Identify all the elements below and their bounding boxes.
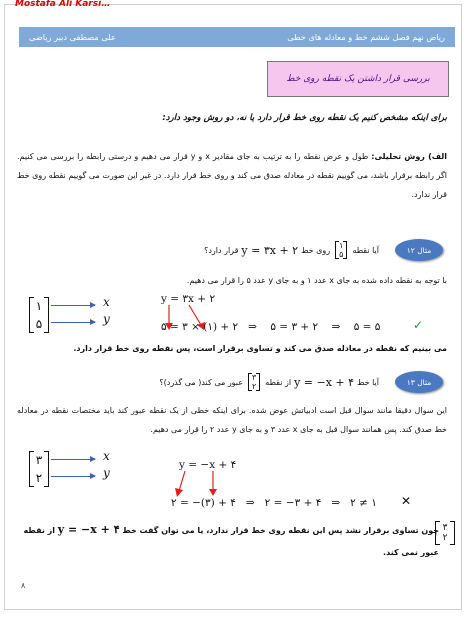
example-13-question	[159, 373, 379, 391]
conclusion-mid: از نقطه	[23, 526, 55, 535]
example-12-q-mid: روی خط	[301, 245, 331, 255]
point-x: ۱	[339, 241, 344, 250]
section-title-box	[267, 61, 449, 97]
example-12-point	[335, 241, 347, 259]
example-13-q-mid: از نقطه	[265, 377, 292, 387]
arrow-to-x	[51, 305, 95, 306]
section-title: بررسی قرار داشتن یک نقطه روی خط	[286, 74, 430, 84]
example-13-badge: مثال ۱۳	[395, 371, 443, 393]
method-a-text: طول و عرض نقطه را به ترتیب به جای مقادیر x و y قرار می دهیم و درستی رابطه را بررسی می کنیم. اگر رابطه برقرار باشد، می گوییم نقطه در معادله صدق می کند و روی خط قرار دارد. در غیر این صورت می گوییم نقطه روی خط قرار ندارد.	[17, 152, 447, 199]
matrix-bottom: ۲	[35, 471, 43, 485]
example-12-conclusion: می بینیم که نقطه در معادله صدق می کند و تساوی برقرار است، پس نقطه روی خط قرار دارد.	[73, 344, 447, 353]
page-header	[19, 27, 455, 47]
example-13-equation: y = −x + ۴	[294, 375, 355, 389]
red-arrowhead-y	[175, 488, 183, 497]
example-12-equation: y = ۳x + ۲	[241, 243, 299, 257]
example-12-q-post: قرار دارد؟	[204, 245, 239, 255]
example-13-point	[248, 373, 260, 391]
arrow-to-x	[51, 459, 95, 460]
matrix-bottom: ۲	[442, 533, 448, 543]
matrix-top: ۳	[35, 453, 43, 467]
arrow-to-y	[51, 322, 95, 323]
point-x: ۳	[252, 373, 257, 382]
header-author: علی مصطفی دبیر ریاضی	[29, 32, 116, 42]
example-13-q-post: عبور می کند( می گذرد)؟	[159, 377, 243, 387]
point-y: ۵	[339, 250, 344, 259]
example-13-matrix	[29, 451, 49, 487]
var-y: y	[103, 312, 110, 326]
var-x: x	[103, 449, 110, 463]
example-13-explanation: این سوال دقیقا مانند سوال قبل است ادبیاتش عوض شده. برای اینکه خطی از یک نقطه عبور کند باید مختصات نقطه در معادله خط صدق کند. پس همانند سوال قبل به جای x عدد ۳ و به جای y عدد ۲ را قرار می دهیم.	[17, 406, 447, 434]
method-a-label: الف) روش تحلیلی:	[371, 152, 448, 161]
method-a-paragraph	[17, 147, 447, 204]
page-number: ۸	[21, 581, 26, 590]
example-12-instruction: با توجه به نقطه داده شده به جای x عدد ۱ و به جای y عدد ۵ را قرار می دهیم.	[186, 276, 447, 285]
document-page	[4, 0, 462, 610]
example-12-badge: مثال ۱۲	[395, 239, 443, 261]
matrix-top: ۳	[442, 523, 448, 533]
red-arrow-y	[179, 471, 185, 491]
example-12-matrix	[29, 297, 49, 333]
point-y: ۲	[252, 382, 257, 391]
example-12-q-pre: آیا نقطه	[352, 245, 379, 255]
example-12-work-substitution: ۵ = ۳ × (۱) + ۲ ⇒ ۵ = ۳ + ۲ ⇒ ۵ = ۵	[161, 321, 381, 333]
conclusion-point	[435, 521, 455, 545]
matrix-bottom: ۵	[35, 317, 43, 331]
top-label: Mostafa Ali Karsi…	[15, 0, 111, 9]
conclusion-equation: y = −x + ۴	[57, 523, 120, 536]
check-icon: ✓	[413, 318, 424, 332]
var-y: y	[103, 466, 110, 480]
conclusion-pre: چون تساوی برقرار نشد پس این نقطه روی خط قرار ندارد، یا می توان گفت خط	[122, 526, 439, 535]
example-13-work-equation: y = −x + ۴	[179, 459, 237, 471]
substitution-arrows	[173, 469, 253, 499]
arrow-to-y	[51, 476, 95, 477]
intro-text: برای اینکه مشخص کنیم یک نقطه روی خط قرار دارد یا نه، دو روش وجود دارد:	[162, 113, 447, 123]
example-13-q-pre: آیا خط	[357, 377, 379, 387]
red-arrowhead-x	[209, 489, 217, 496]
var-x: x	[103, 295, 110, 309]
example-12-question	[204, 241, 379, 259]
example-12-work-equation: y = ۳x + ۲	[161, 293, 216, 305]
conclusion-post: عبور نمی کند.	[383, 548, 439, 557]
header-title: ریاض نهم فصل ششم خط و معادله های خطی	[287, 32, 445, 42]
matrix-top: ۱	[35, 299, 43, 313]
cross-icon: ✕	[401, 494, 412, 508]
example-13-work-substitution: ۲ = −(۳) + ۴ ⇒ ۲ = −۳ + ۴ ⇒ ۲ ≠ ۱	[171, 497, 377, 509]
example-13-conclusion	[19, 519, 439, 564]
